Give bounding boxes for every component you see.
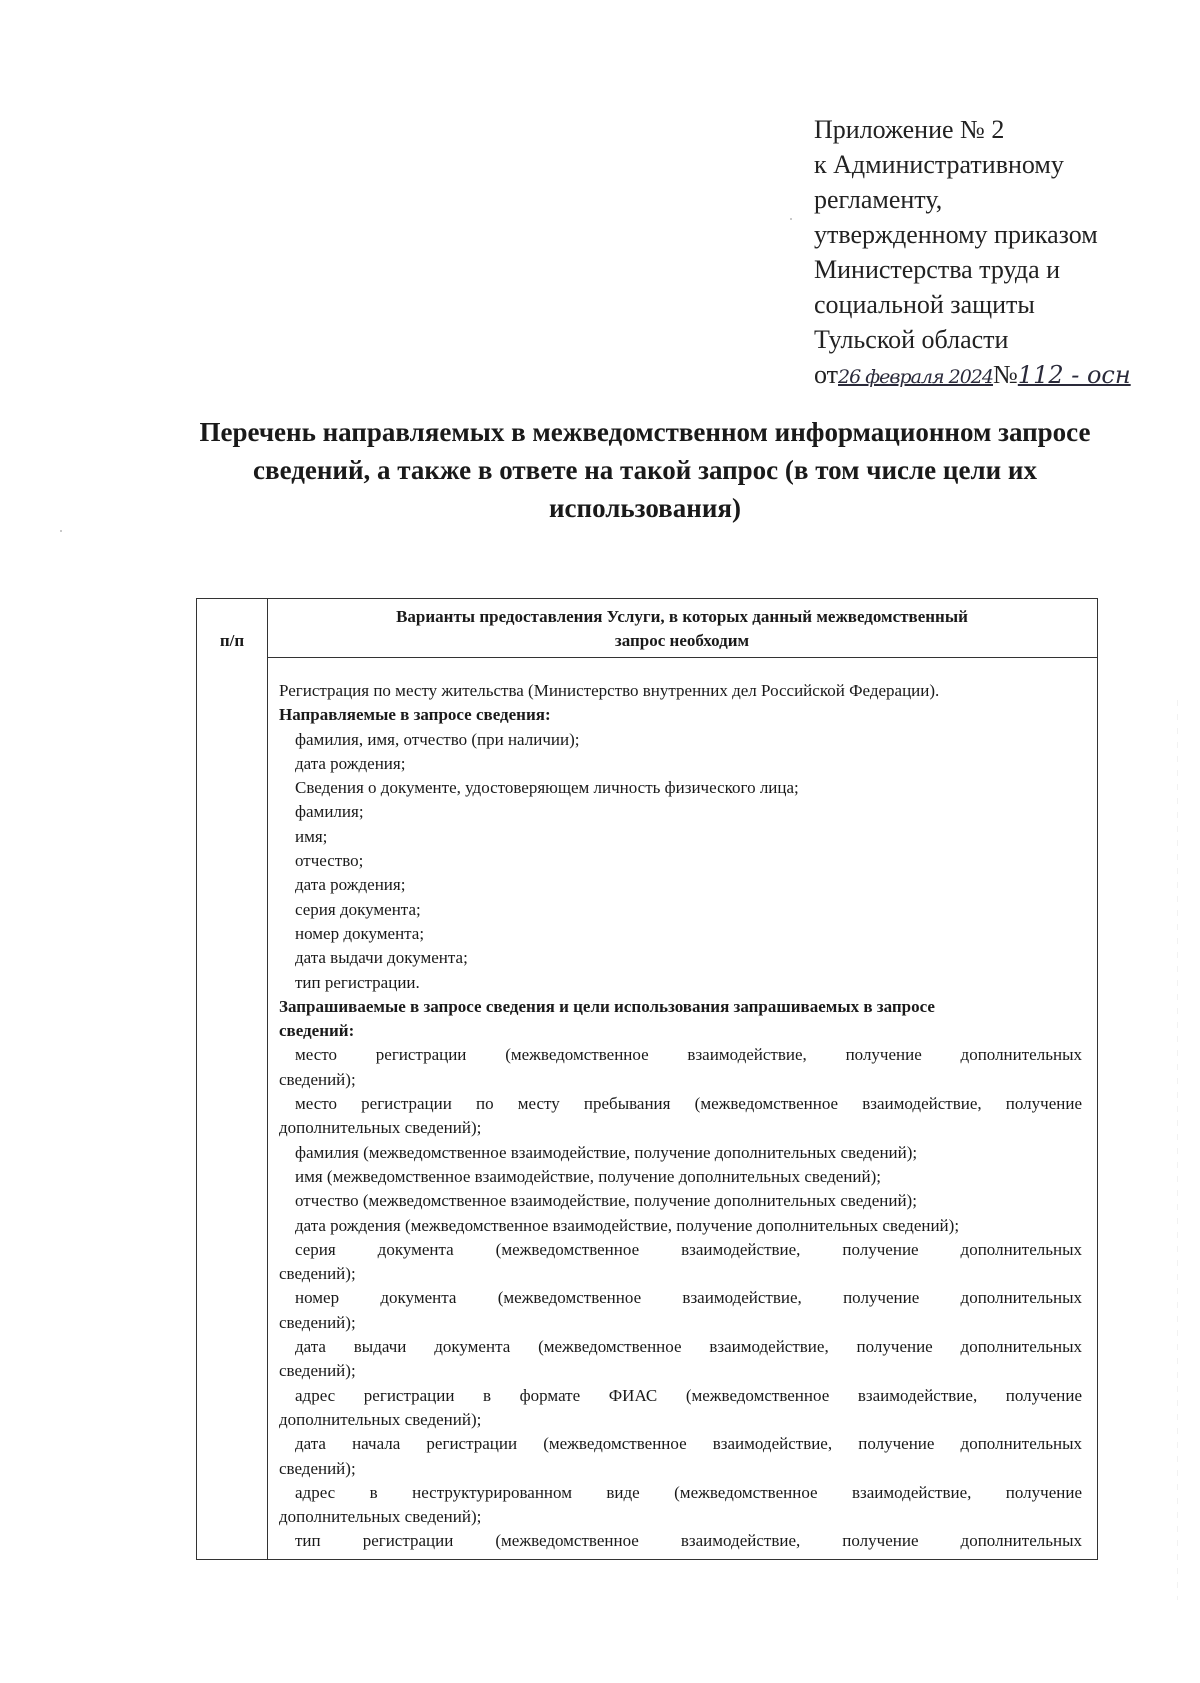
order-number-prefix: № <box>992 360 1018 389</box>
header-main-line: Варианты предоставления Услуги, в которых данный межведомственный <box>396 607 968 626</box>
body-line: сведений); <box>279 1458 356 1478</box>
section-heading: сведений: <box>279 1021 355 1041</box>
handwritten-order-number: 112 - осн <box>1017 361 1131 389</box>
body-line: дата выдачи документа (межведомственное взаимодействие, получение дополнительных <box>295 1337 1082 1357</box>
appendix-line: утвержденному приказом <box>814 220 1098 249</box>
body-line: сведений); <box>279 1264 356 1284</box>
header-number-column: п/п <box>219 631 245 650</box>
appendix-block <box>814 112 1154 395</box>
body-line: адрес в неструктурированном виде (межведомственное взаимодействие, получение <box>295 1482 1082 1502</box>
table-cell-content <box>279 679 1082 1554</box>
body-line: имя (межведомственное взаимодействие, получение дополнительных сведений); <box>295 1166 881 1186</box>
body-line: место регистрации по месту пребывания (межведомственное взаимодействие, получение <box>295 1094 1082 1114</box>
appendix-line: к Административному <box>814 150 1064 179</box>
body-line: дополнительных сведений); <box>279 1507 482 1527</box>
appendix-line: социальной защиты <box>814 290 1035 319</box>
body-line: тип регистрации (межведомственное взаимодействие, получение дополнительных <box>295 1531 1082 1551</box>
document-title <box>150 413 1140 527</box>
body-line: сведений); <box>279 1361 356 1381</box>
order-prefix: от <box>814 360 839 389</box>
body-line: дополнительных сведений); <box>279 1118 482 1138</box>
body-line: дата рождения; <box>295 875 406 895</box>
body-line: Сведения о документе, удостоверяющем личность физического лица; <box>295 778 799 798</box>
body-line: отчество; <box>295 851 364 871</box>
header-main-column <box>287 605 1077 653</box>
section-heading: Запрашиваемые в запросе сведения и цели использования запрашиваемых в запросе <box>279 996 935 1016</box>
body-line: фамилия, имя, отчество (при наличии); <box>295 729 580 749</box>
body-line: сведений); <box>279 1069 356 1089</box>
appendix-line: регламенту, <box>814 185 943 214</box>
table-header-divider <box>267 657 1097 658</box>
body-line: Регистрация по месту жительства (Министерство внутренних дел Российской Федерации). <box>279 681 940 700</box>
body-line: отчество (межведомственное взаимодействие, получение дополнительных сведений); <box>295 1191 917 1211</box>
body-line: тип регистрации. <box>295 972 420 992</box>
body-line: имя; <box>295 826 328 846</box>
body-line: дата рождения (межведомственное взаимодействие, получение дополнительных сведений); <box>295 1215 960 1235</box>
scan-speck <box>60 530 62 532</box>
title-line: сведений, а также в ответе на такой запрос (в том числе цели их <box>253 455 1037 485</box>
body-line: сведений); <box>279 1312 356 1332</box>
body-line: дата выдачи документа; <box>295 948 468 968</box>
body-line: номер документа (межведомственное взаимодействие, получение дополнительных <box>295 1288 1082 1308</box>
appendix-line: Приложение № 2 <box>814 115 1005 144</box>
body-line: дата рождения; <box>295 753 406 773</box>
title-line: Перечень направляемых в межведомственном информационном запросе <box>199 417 1091 447</box>
body-line: номер документа; <box>295 923 425 943</box>
appendix-line: Тульской области <box>814 325 1009 354</box>
body-line: серия документа; <box>295 899 421 919</box>
scan-edge-mark <box>1177 700 1178 1600</box>
title-line: использования) <box>549 493 741 523</box>
request-table <box>196 598 1098 1560</box>
section-heading: Направляемые в запросе сведения: <box>279 705 551 725</box>
table-column-divider <box>267 599 268 1559</box>
body-line: фамилия (межведомственное взаимодействие, получение дополнительных сведений); <box>295 1142 918 1162</box>
body-line: серия документа (межведомственное взаимодействие, получение дополнительных <box>295 1239 1082 1259</box>
body-line: адрес регистрации в формате ФИАС (межведомственное взаимодействие, получение <box>295 1385 1082 1405</box>
body-line: место регистрации (межведомственное взаимодействие, получение дополнительных <box>295 1045 1082 1065</box>
order-line <box>814 357 1154 395</box>
body-line: дата начала регистрации (межведомственное взаимодействие, получение дополнительных <box>295 1434 1082 1454</box>
header-main-line: запрос необходим <box>614 631 750 650</box>
appendix-line: Министерства труда и <box>814 255 1061 284</box>
handwritten-order-date: 26 февраля 2024 <box>838 366 993 388</box>
body-line: фамилия; <box>295 802 364 822</box>
scan-speck <box>790 218 792 220</box>
body-line: дополнительных сведений); <box>279 1409 482 1429</box>
